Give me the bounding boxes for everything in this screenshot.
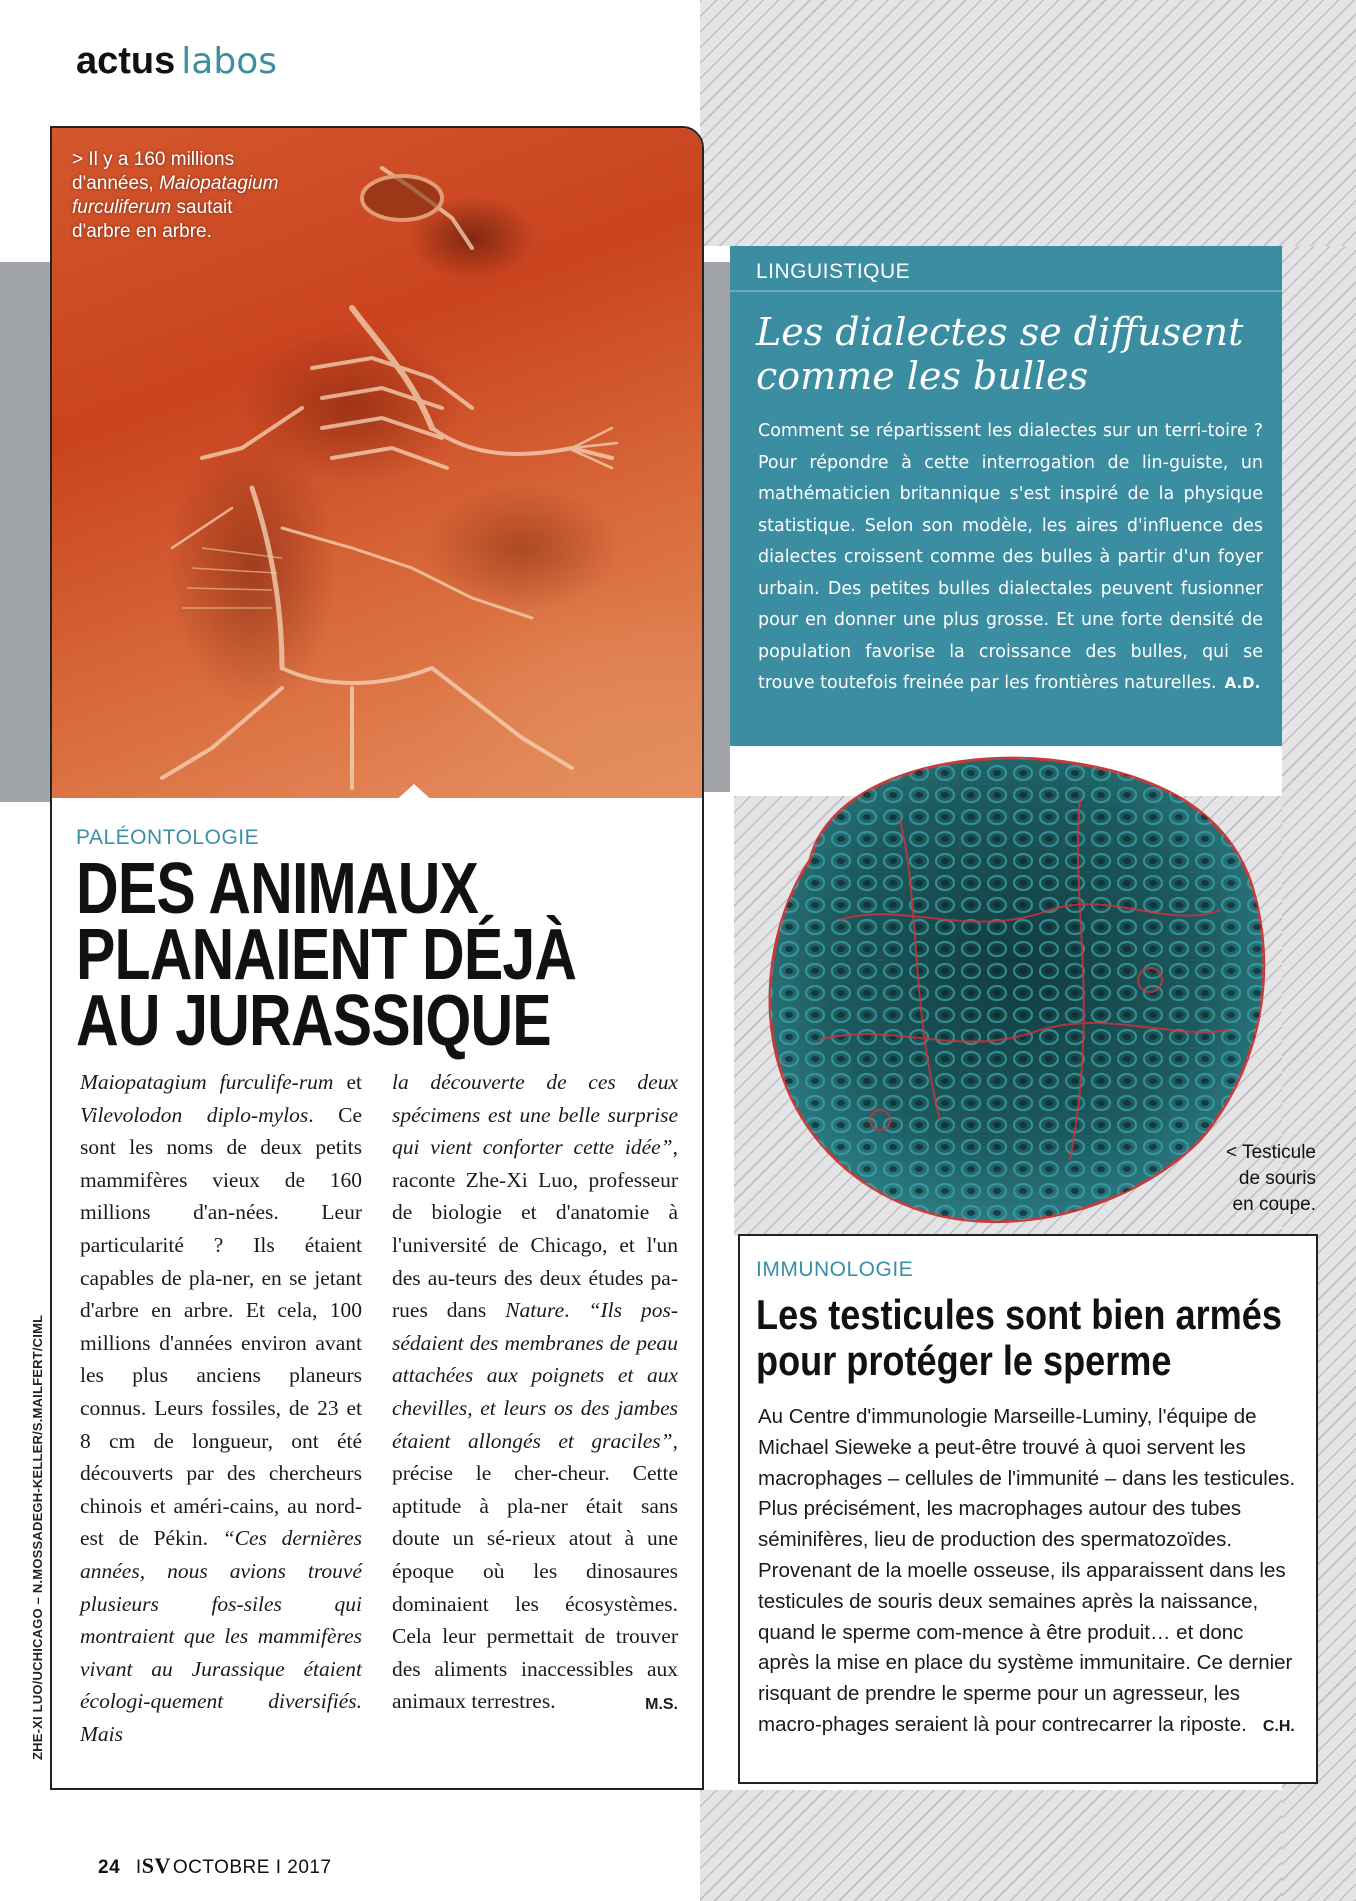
body-text-run: la découverte de ces deux spécimens est une belle surprise qui vient conforter cette idée”	[392, 1070, 678, 1160]
hatched-background-bottom	[700, 1790, 1282, 1901]
immunology-signature: C.H.	[1262, 1717, 1295, 1735]
page-number: 24	[98, 1857, 121, 1878]
photo-credit: ZHE-XI LUO/UCHICAGO – N.MOSSADEGH-KELLER/S.MAILFERT/CIML	[30, 1314, 45, 1760]
linguistics-label: LINGUISTIQUE	[756, 260, 911, 283]
body-text-run: . Ce sont les noms de deux petits mammifères vieux de 160 millions d'an-nées. Leur particularité ? Ils étaient capables de pla-ner, en se jetant d'arbre en arbre. Et cela, 100 millions d'années environ avant les plus anciens planeurs connus. Leurs fossiles, de 23 et 8 cm de longueur, ont été découverts par des chercheurs chinois et améri-cains, au nord-est de Pékin.	[80, 1102, 363, 1551]
gray-band-left	[0, 262, 50, 802]
headline-line-2: PLANAIENT DÉJÀ	[76, 915, 577, 995]
caption-species-epithet: furculiferum	[72, 197, 172, 218]
linguistics-signature: A.D.	[1224, 674, 1261, 692]
immunology-body-text: Au Centre d'immunologie Marseille-Luminy, l'équipe de Michael Sieweke a peut-être trouvé à quoi servent les macrophages – cellules de l'immunité – dans les testicules. Plus précisément, les macrophages autour des tubes séminifères, lieu de production des spermatozoïdes. Provenant de la moelle osseuse, ils apparaissent dans les testicules de souris deux semaines après la naissance, quand le sperme com-mence à être produit… et donc après la mise en place du système immunitaire. Ce dernier risquant de prendre le sperme pour un agresseur, les macro-phages seraient là pour contrecarrer la riposte.	[758, 1405, 1296, 1736]
body-text-run: et	[333, 1070, 362, 1094]
body-text-run: Vilevolodon diplo-mylos	[80, 1102, 309, 1127]
paleontology-article	[50, 126, 704, 1790]
caption-line-4: d'arbre en arbre.	[72, 221, 212, 242]
fossil-photo-caption	[72, 148, 332, 244]
immunology-body	[758, 1402, 1298, 1743]
body-text-run: Nature	[505, 1298, 565, 1323]
body-text-run: .	[564, 1298, 589, 1323]
paleontology-body-column-1	[80, 1066, 362, 1750]
body-text-run: Maiopatagium furculife-rum	[80, 1070, 334, 1094]
paleontology-body-column-2	[392, 1066, 678, 1722]
immunology-headline	[756, 1291, 1282, 1384]
hatched-background-top-right	[700, 0, 1356, 246]
subsection-name: labos	[181, 41, 277, 82]
fossil-photo	[52, 128, 702, 798]
caption-line-2: d'années,	[72, 173, 160, 194]
photo-notch-triangle	[392, 784, 436, 804]
headline-line-3: AU JURASSIQUE	[76, 981, 551, 1061]
headline-line-1: DES ANIMAUX	[76, 849, 479, 929]
page-footer: 24 ISV OCTOBRE I 2017	[98, 1853, 332, 1878]
linguistics-headline: Les dialectes se diffusent comme les bulles	[756, 310, 1244, 398]
paleontology-label: PALÉONTOLOGIE	[76, 826, 260, 849]
immunology-headline-line-2: pour protéger le sperme	[756, 1337, 1172, 1384]
linguistics-divider	[730, 290, 1282, 292]
immunology-label: IMMUNOLOGIE	[756, 1258, 914, 1281]
immunology-article	[738, 1234, 1318, 1784]
section-header	[76, 40, 277, 83]
paleontology-headline	[76, 849, 577, 1061]
paleontology-signature: M.S.	[645, 1696, 678, 1714]
magazine-logo: SV	[141, 1853, 171, 1878]
body-text-run: , raconte Zhe-Xi Luo, professeur de biologie et d'anatomie à l'université de Chicago, et l'un des au-teurs des deux études pa-rues dans	[392, 1135, 678, 1323]
caption-verb: sautait	[171, 197, 233, 218]
section-name: actus	[76, 40, 176, 82]
photo-caption-line-2: de souris	[1238, 1168, 1316, 1189]
body-text-run: “Ces dernières années, nous avions trouvé plusieurs fos-siles qui montraient que les mammifères vivant au Jurassique étaient écologi-quement diversifiés. Mais	[80, 1526, 362, 1746]
gray-band-middle	[700, 262, 730, 792]
testicle-photo-caption	[1196, 1140, 1316, 1218]
body-text-run: “Ils pos-sédaient des membranes de peau attachées aux poignets et aux chevilles, et leurs os des jambes étaient allongés et graciles”	[392, 1298, 679, 1453]
photo-caption-line-3: en coupe.	[1232, 1194, 1316, 1215]
linguistics-article	[730, 246, 1282, 746]
body-text-run: , précise le cher-cheur. Cette aptitude à pla-ner était sans doute un sé-rieux atout à une époque où les dinosaures dominaient les écosystèmes. Cela leur permettait de trouver des aliments inaccessibles aux animaux terrestres.	[392, 1428, 678, 1714]
linguistics-body	[758, 416, 1263, 700]
issue-date: OCTOBRE I 2017	[172, 1857, 332, 1878]
linguistics-body-text: Comment se répartissent les dialectes sur un terri-toire ? Pour répondre à cette interrogation de lin-guiste, un mathématicien britannique s'est inspiré de la physique statistique. Selon son modèle, les aires d'influence des dialectes croissent comme des bulles à partir d'un foyer urbain. Des petites bulles dialectales peuvent fusionner pour en donner une plus grosse. Et une forte densité de population favorise la croissance des bulles, qui se trouve toutefois freinée par les frontières naturelles.	[758, 421, 1263, 693]
caption-species-genus: Maiopatagium	[159, 173, 279, 194]
immunology-headline-line-1: Les testicules sont bien armés	[756, 1291, 1282, 1338]
caption-line-1: > Il y a 160 millions	[72, 149, 235, 170]
photo-caption-line-1: < Testicule	[1226, 1142, 1316, 1163]
